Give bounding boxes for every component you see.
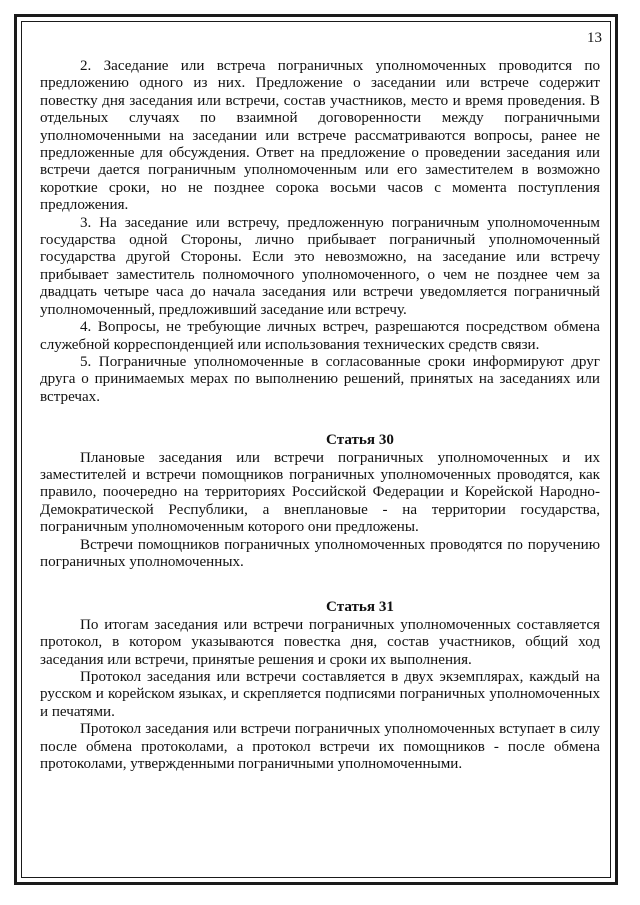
paragraph-2: 2. Заседание или встреча пограничных уполномоченных проводится по предложению одного из них. Предложение о заседании или встрече содержит повестку дня заседания или встречи, состав участников, место и время проведения. В отдельных случаях по взаимной договоренности между пограничными уполномоченными на заседании или встрече рассматриваются вопросы, ранее не предложенные для обсуждения. Ответ на предложение о проведении заседания или встречи дается пограничным уполномоченным или его заместителем в возможно короткие сроки, но не позднее сорока восьми часов с момента поступления предложения. xyxy=(40,58,600,214)
article-30-heading: Статья 30 xyxy=(326,432,394,449)
article-31-paragraph-2: Протокол заседания или встречи составляется в двух экземплярах, каждый на русском и корейском языках, и скрепляется подписями пограничных уполномоченных и печатями. xyxy=(40,669,600,720)
document-body xyxy=(40,58,600,773)
article-31-heading: Статья 31 xyxy=(326,599,394,616)
article-31-paragraph-3: Протокол заседания или встречи пограничных уполномоченных вступает в силу после обмена протоколами, а протокол встречи их помощников - после обмена протоколами, утвержденными пограничными уполномоченными. xyxy=(40,721,600,773)
article-31-paragraph-1: По итогам заседания или встречи пограничных уполномоченных составляется протокол, в котором указываются повестка дня, состав участников, общий ход заседания или встречи, принятые решения и сроки их выполнения. xyxy=(40,616,600,668)
paragraph-5: 5. Пограничные уполномоченные в согласованные сроки информируют друг друга о принимаемых мерах по выполнению решений, принятых на заседаниях или встречах. xyxy=(40,353,600,405)
paragraph-3: 3. На заседание или встречу, предложенную пограничным уполномоченным государства одной Стороны, лично прибывает пограничный уполномоченный государства другой Стороны. Если это невозможно, на заседание или встречу прибывает заместитель полномочного уполномоченного, о чем не позднее чем за двадцать четыре часа до начала заседания или встречи уведомляется пограничный уполномоченный, предложивший заседание или встречу. xyxy=(40,214,600,318)
page-number: 13 xyxy=(587,30,602,46)
article-30-paragraph-2: Встречи помощников пограничных уполномоченных проводятся по поручению пограничных уполномоченных. xyxy=(40,536,600,570)
article-30-paragraph-1: Плановые заседания или встречи пограничных уполномоченных и их заместителей и встречи помощников пограничных уполномоченных проводятся, как правило, поочередно на территориях Российской Федерации и Корейской Народно-Демократической Республики, а внеплановые - на территории государства, пограничным уполномоченным которого они предложены. xyxy=(40,449,600,536)
paragraph-4: 4. Вопросы, не требующие личных встреч, разрешаются посредством обмена служебной корреспонденцией или использования технических средств связи. xyxy=(40,319,600,353)
